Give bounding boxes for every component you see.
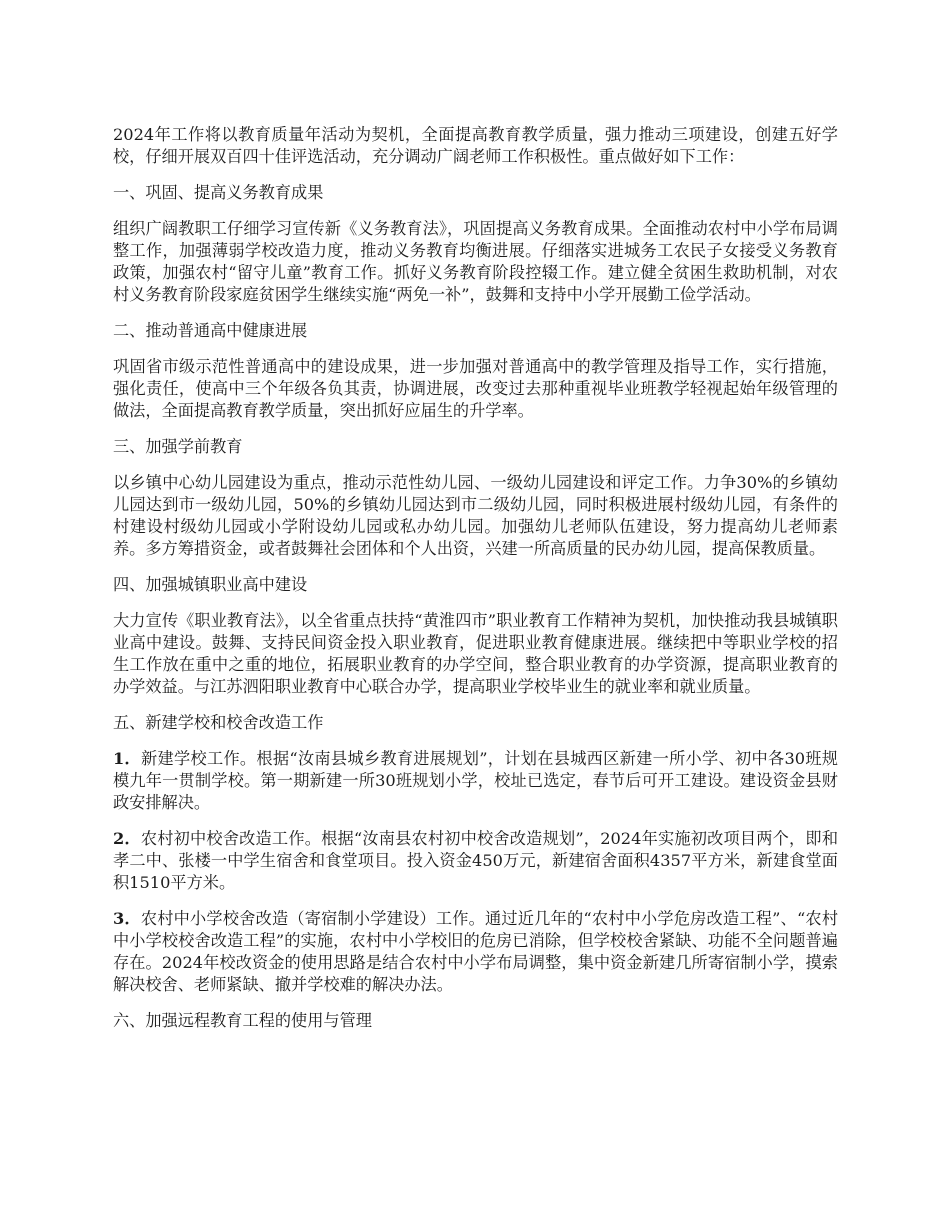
document-page xyxy=(113,124,838,1046)
item-text: 农村中小学校舍改造（寄宿制小学建设）工作。通过近几年的“农村中小学危房改造工程”、“农村中小学校校舍改造工程”的实施，农村中小学校旧的危房已消除，但学校校舍紧缺、功能不全问题普遍存在。2024年校改资金的使用思路是结合农村中小学布局调整，集中资金新建几所寄宿制小学，摸索解决校舍、老师紧缺、撤并学校难的解决办法。 xyxy=(113,909,839,994)
item-text: 新建学校工作。根据“汝南县城乡教育进展规划”，计划在县城西区新建一所小学、初中各30班规模九年一贯制学校。第一期新建一所30班规划小学，校址已选定，春节后可开工建设。建设资金县财政安排解决。 xyxy=(113,749,838,812)
item-number: 1． xyxy=(113,749,142,768)
section-body-2: 巩固省市级示范性普通高中的建设成果，进一步加强对普通高中的教学管理及指导工作，实行措施，强化责任，使高中三个年级各负其责，协调进展，改变过去那种重视毕业班教学轻视起始年级管理的做法，全面提高教育教学质量，突出抓好应届生的升学率。 xyxy=(113,357,838,420)
section-heading-5: 五、新建学校和校舍改造工作 xyxy=(113,713,324,732)
section-heading-1: 一、巩固、提高义务教育成果 xyxy=(113,183,324,202)
section-heading-4: 四、加强城镇职业高中建设 xyxy=(113,575,308,594)
section-heading-3: 三、加强学前教育 xyxy=(113,437,243,456)
section-body-4: 大力宣传《职业教育法》，以全省重点扶持“黄淮四市”职业教育工作精神为契机，加快推动我县城镇职业高中建设。鼓舞、支持民间资金投入职业教育，促进职业教育健康进展。继续把中等职业学校的招生工作放在重中之重的地位，拓展职业教育的办学空间，整合职业教育的办学资源，提高职业教育的办学效益。与江苏泗阳职业教育中心联合办学，提高职业学校毕业生的就业率和就业质量。 xyxy=(113,611,838,696)
section-heading-2: 二、推动普通高中健康进展 xyxy=(113,321,308,340)
section-heading-6: 六、加强远程教育工程的使用与管理 xyxy=(113,1011,372,1030)
item-number: 2． xyxy=(113,829,141,848)
numbered-item-1 xyxy=(113,748,838,814)
numbered-item-3 xyxy=(113,908,838,996)
section-body-3: 以乡镇中心幼儿园建设为重点，推动示范性幼儿园、一级幼儿园建设和评定工作。力争30%的乡镇幼儿园达到市一级幼儿园，50%的乡镇幼儿园达到市二级幼儿园，同时积极进展村级幼儿园，有条件的村建设村级幼儿园或小学附设幼儿园或私办幼儿园。加强幼儿老师队伍建设，努力提高幼儿老师素养。多方筹措资金，或者鼓舞社会团体和个人出资，兴建一所高质量的民办幼儿园，提高保教质量。 xyxy=(113,473,838,558)
section-body-1: 组织广阔教职工仔细学习宣传新《义务教育法》，巩固提高义务教育成果。全面推动农村中小学布局调整工作，加强薄弱学校改造力度，推动义务教育均衡进展。仔细落实进城务工农民子女接受义务教育政策，加强农村“留守儿童”教育工作。抓好义务教育阶段控辍工作。建立健全贫困生救助机制，对农村义务教育阶段家庭贫困学生继续实施“两免一补”，鼓舞和支持中小学开展勤工俭学活动。 xyxy=(113,219,838,304)
numbered-item-2 xyxy=(113,828,838,894)
item-text: 农村初中校舍改造工作。根据“汝南县农村初中校舍改造规划”，2024年实施初改项目两个，即和孝二中、张楼一中学生宿舍和食堂项目。投入资金450万元，新建宿舍面积4357平方米，新建食堂面积1510平方米。 xyxy=(113,829,839,892)
item-number: 3． xyxy=(113,909,141,928)
intro-paragraph: 2024年工作将以教育质量年活动为契机，全面提高教育教学质量，强力推动三项建设，创建五好学校，仔细开展双百四十佳评选活动，充分调动广阔老师工作积极性。重点做好如下工作： xyxy=(113,125,838,166)
